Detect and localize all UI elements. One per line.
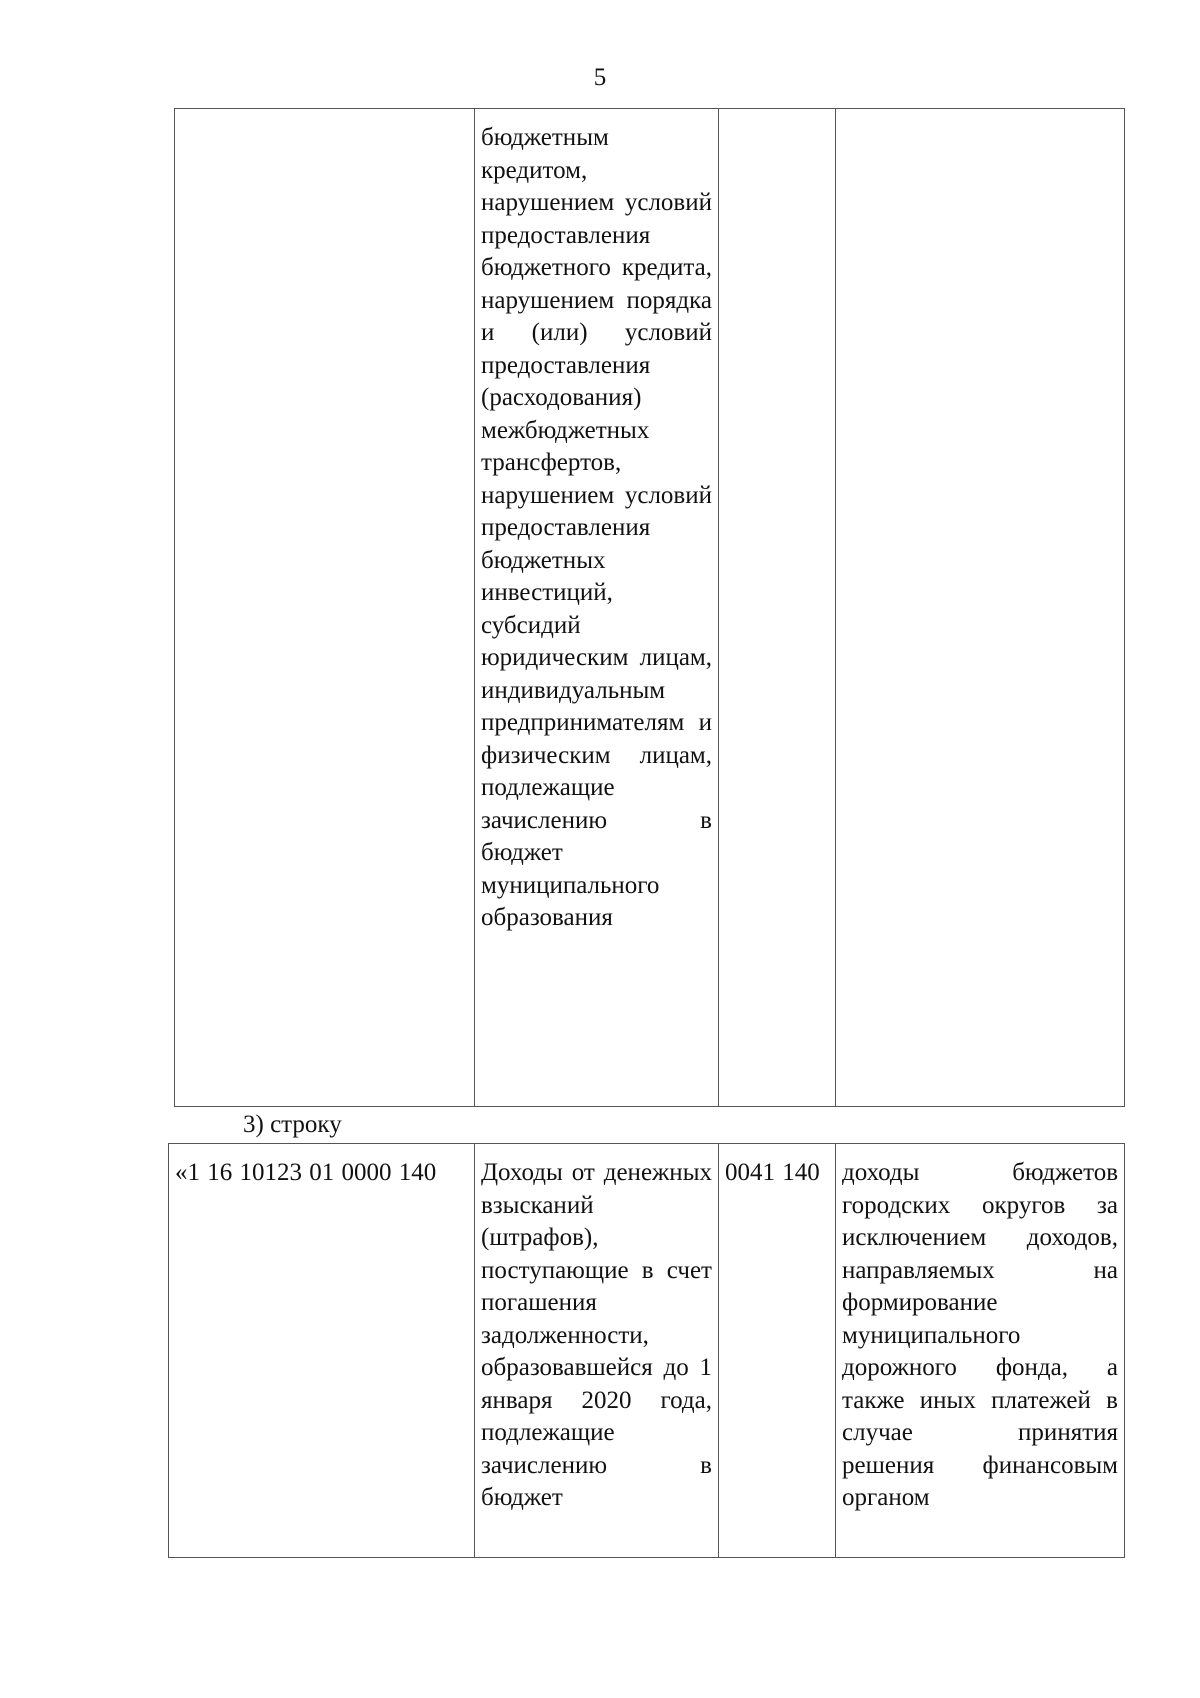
income-name-text: бюджетным кредитом, нарушением условий предоставления бюджетного кредита, нарушением порядка и (или) условий предоставления (расходования) межбюджетных трансфертов, нарушением условий предоставления бюджетных инвестиций, субсидий юридическим лицам, индивидуальным предпринимателям и физическим лицам, подлежащие зачислению в бюджет муниципального образования bbox=[481, 124, 712, 931]
budget-table-continued bbox=[174, 108, 1125, 1107]
note-cell bbox=[836, 1144, 1125, 1558]
classifier-text: 0041 140 bbox=[725, 1159, 820, 1186]
table-row bbox=[175, 109, 1125, 1107]
code-cell bbox=[169, 1144, 475, 1558]
name-cell bbox=[475, 1144, 719, 1558]
classifier-cell bbox=[719, 1144, 836, 1558]
budget-code-text: «1 16 10123 01 0000 140 bbox=[175, 1159, 437, 1186]
classifier-cell bbox=[719, 109, 836, 1107]
income-name-text: Доходы от денежных взысканий (штрафов), поступающие в счет погашения задолженности, образовавшейся до 1 января 2020 года, подлежащие зачислению в бюджет bbox=[481, 1159, 712, 1511]
name-cell bbox=[475, 109, 719, 1107]
budget-table-row-3 bbox=[168, 1143, 1125, 1558]
note-text: доходы бюджетов городских округов за исключением доходов, направляемых на формирование муниципального дорожного фонда, а также иных платежей в случае принятия решения финансовым органом bbox=[842, 1159, 1118, 1511]
page-number: 5 bbox=[593, 64, 607, 91]
table-row bbox=[169, 1144, 1125, 1558]
section-label: 3) строку bbox=[243, 1111, 342, 1138]
code-cell bbox=[175, 109, 475, 1107]
note-cell bbox=[836, 109, 1125, 1107]
